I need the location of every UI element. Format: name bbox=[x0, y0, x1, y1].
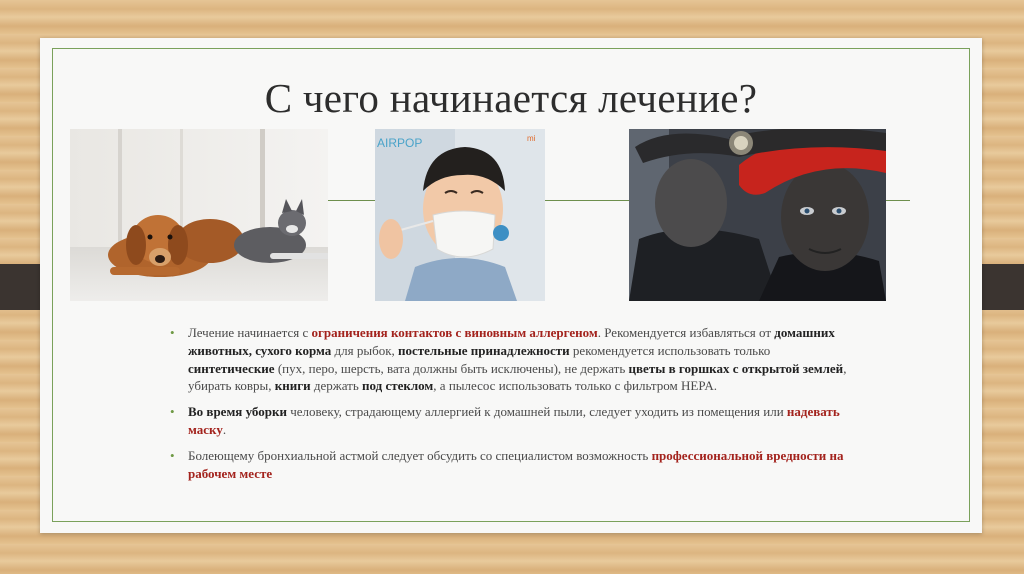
bullet-item bbox=[170, 403, 850, 439]
mi-logo-text: mi bbox=[527, 134, 536, 143]
highlight-red: ограничения контактов с виновным аллергеном bbox=[311, 325, 598, 340]
airpop-logo-text: AIRPOP bbox=[377, 136, 423, 150]
slide-title: С чего начинается лечение? bbox=[264, 75, 758, 121]
divider-line-right bbox=[886, 200, 910, 201]
pets-photo bbox=[70, 129, 328, 301]
bullet-marker: • bbox=[170, 404, 175, 420]
bullet-text: Лечение начинается с bbox=[188, 325, 312, 340]
highlight-bold: домашних животных, сухого корма bbox=[188, 325, 835, 358]
bullet-text: . Рекомендуется избавляться от bbox=[597, 325, 775, 340]
bullet-marker: • bbox=[170, 447, 175, 463]
miners-photo bbox=[629, 129, 886, 301]
bullet-text: (пух, перо, шерсть, вата должны быть исключены), не держать bbox=[274, 360, 629, 376]
slide bbox=[40, 38, 982, 533]
bullet-text: Болеющему бронхиальной астмой следует обсудить со специалистом возможность bbox=[188, 447, 652, 463]
bullet-marker: • bbox=[170, 325, 175, 340]
divider-line-left bbox=[328, 200, 376, 201]
bullet-text: . bbox=[222, 421, 227, 437]
bullet-text: рекомендуется использовать только bbox=[569, 342, 771, 358]
bullet-list bbox=[170, 324, 850, 488]
bullet-item bbox=[170, 447, 850, 483]
highlight-bold: постельные принадлежности bbox=[398, 342, 570, 358]
highlight-bold: Во время уборки bbox=[188, 404, 287, 420]
divider-line-middle bbox=[545, 200, 629, 201]
bullet-item bbox=[170, 324, 850, 395]
highlight-red: надевать маску bbox=[188, 404, 840, 437]
highlight-red: профессиональной вредности на рабочем месте bbox=[188, 447, 844, 481]
bullet-text: человеку, страдающему аллергией к домашней пыли, следует уходить из помещения или bbox=[286, 404, 787, 420]
bullet-text: , а пылесос использовать только с фильтром HEPA. bbox=[433, 378, 718, 394]
highlight-bold: синтетические bbox=[188, 360, 275, 376]
bullet-text: держать bbox=[310, 378, 363, 394]
bullet-text: для рыбок, bbox=[331, 342, 399, 358]
highlight-bold: книги bbox=[274, 378, 311, 394]
highlight-bold: под стеклом bbox=[362, 378, 434, 394]
highlight-bold: цветы в горшках с открытой землей bbox=[628, 360, 844, 376]
bullet-text: , убирать ковры, bbox=[188, 360, 847, 394]
child-mask-photo bbox=[375, 129, 545, 301]
